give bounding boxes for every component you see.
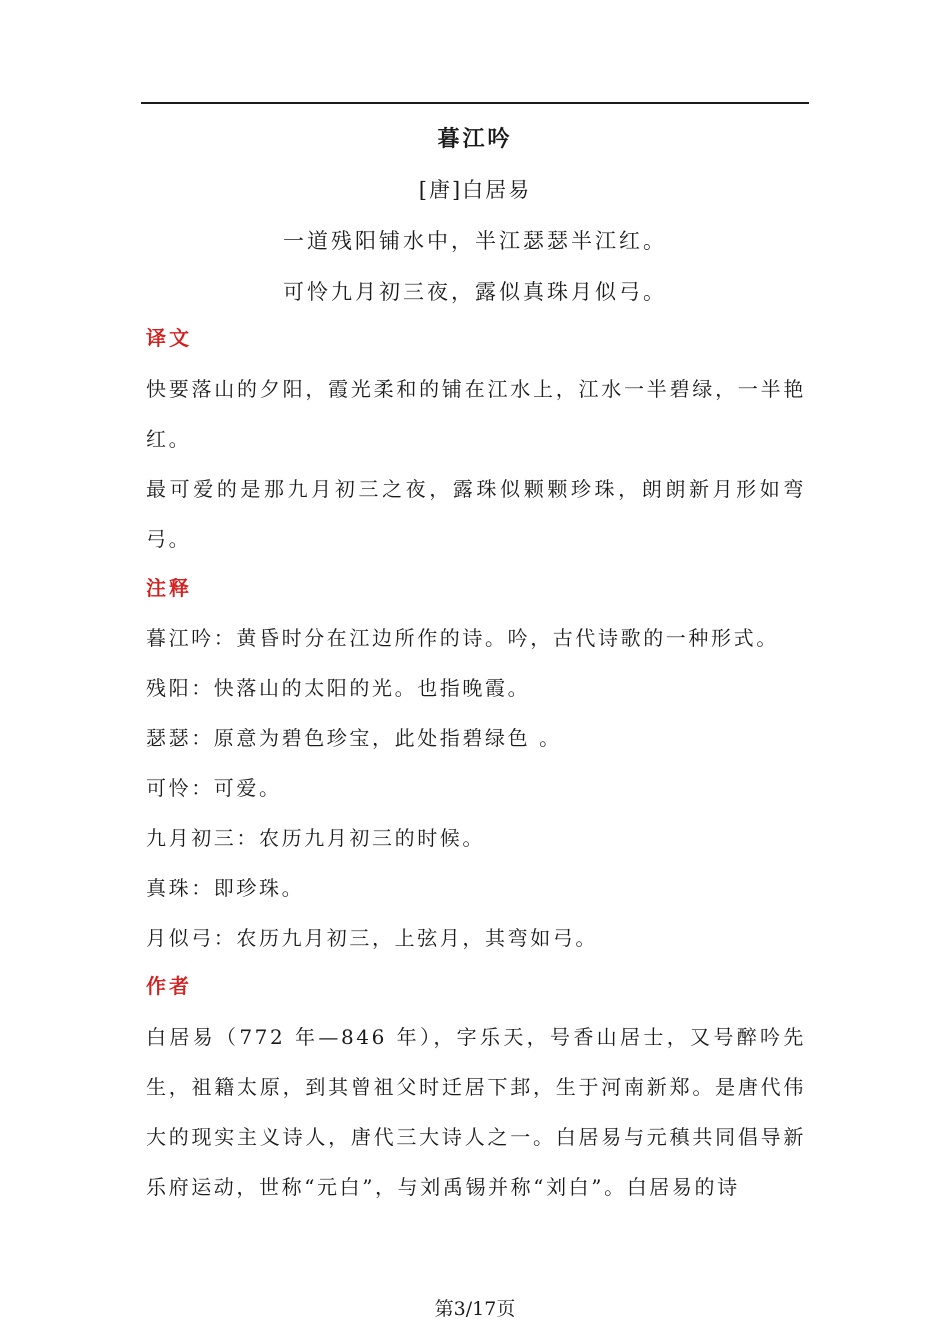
note-item: 真珠：即珍珠。: [146, 876, 305, 900]
note-item: 残阳：快落山的太阳的光。也指晚霞。: [146, 676, 531, 700]
note-item: 可怜：可爱。: [146, 776, 282, 800]
page-number: 第3/17页: [434, 1298, 516, 1320]
note-item: 九月初三：农历九月初三的时候。: [146, 826, 485, 850]
poem-title: 暮江吟: [437, 126, 513, 152]
poem-author: [唐]白居易: [418, 178, 532, 202]
translation-heading: 译文: [146, 326, 192, 350]
author-heading: 作者: [146, 974, 192, 998]
note-item: 瑟瑟：原意为碧色珍宝，此处指碧绿色 。: [146, 726, 562, 750]
poem-line-1: 一道残阳铺水中，半江瑟瑟半江红。: [283, 229, 667, 253]
translation-paragraph-1: 快要落山的夕阳，霞光柔和的铺在江水上，江水一半碧绿，一半艳红。: [146, 377, 806, 451]
note-item: 月似弓：农历九月初三，上弦月，其弯如弓。: [146, 926, 598, 950]
translation-paragraph-2: 最可爱的是那九月初三之夜，露珠似颗颗珍珠，朗朗新月形如弯弓。: [146, 477, 806, 551]
notes-heading: 注释: [146, 576, 192, 600]
note-item: 暮江吟：黄昏时分在江边所作的诗。吟，古代诗歌的一种形式。: [146, 626, 779, 650]
poem-line-2: 可怜九月初三夜，露似真珠月似弓。: [283, 280, 667, 304]
author-biography: 白居易（772 年—846 年），字乐天，号香山居士，又号醉吟先生，祖籍太原，到其曾祖父时迁居下邽，生于河南新郑。是唐代伟大的现实主义诗人，唐代三大诗人之一。白居易与元稹共同倡导新乐府运动，世称“元白”，与刘禹锡并称“刘白”。白居易的诗: [146, 1025, 806, 1199]
top-rule: [141, 102, 809, 104]
